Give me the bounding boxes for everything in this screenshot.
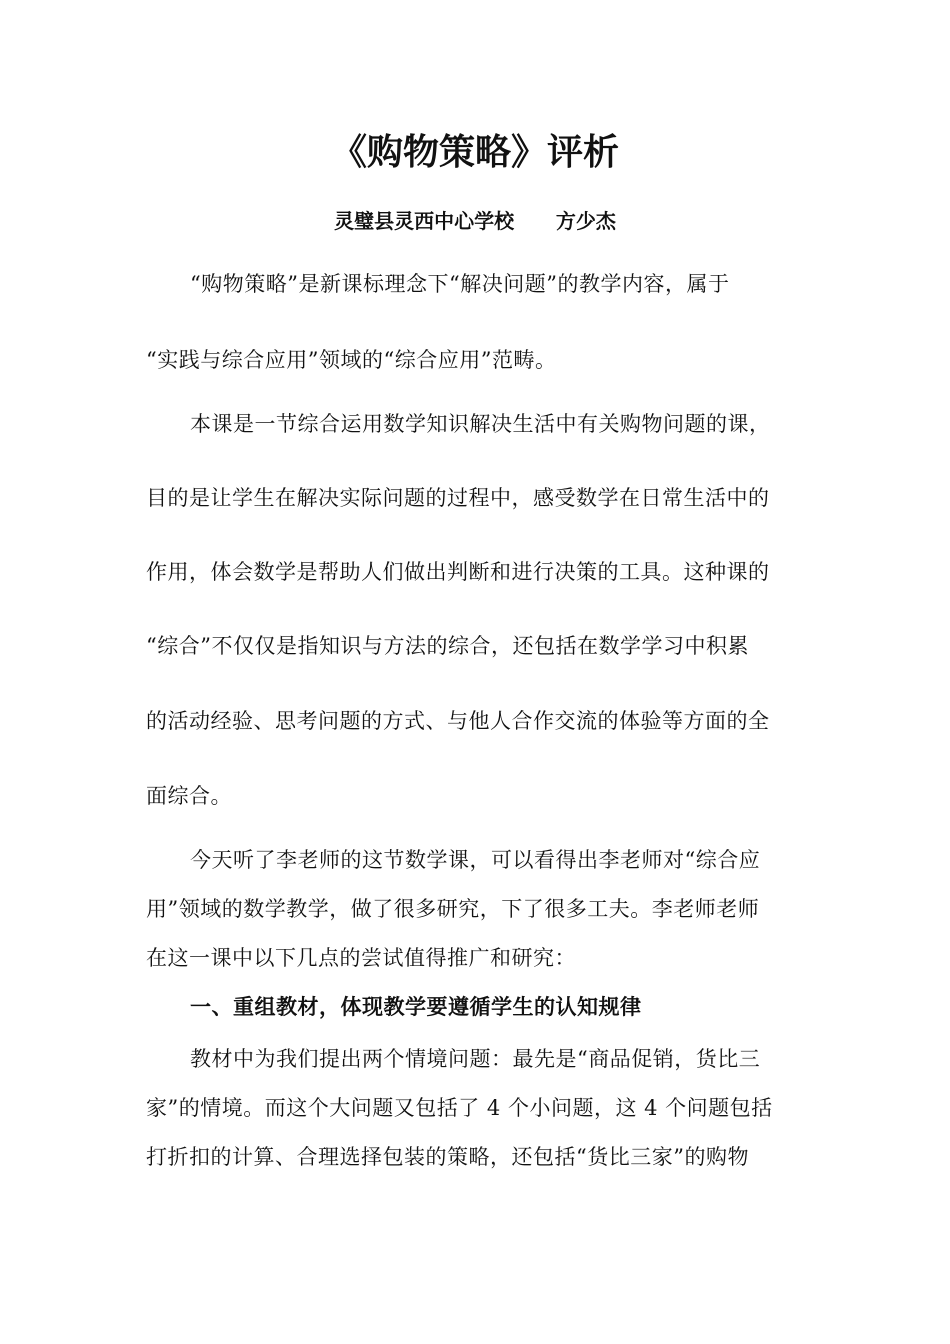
paragraph-line: “综合”不仅仅是指知识与方法的综合，还包括在数学学习中积累 bbox=[146, 634, 749, 658]
author-byline: 灵璧县灵西中心学校 方少杰 bbox=[334, 209, 616, 233]
paragraph-line: 本课是一节综合运用数学知识解决生活中有关购物问题的课， bbox=[190, 412, 771, 436]
paragraph-line: 面综合。 bbox=[146, 784, 232, 808]
paragraph-line: “实践与综合应用”领域的“综合应用”范畴。 bbox=[146, 348, 557, 372]
paragraph-line: 家”的情境。而这个大问题又包括了 4 个小问题，这 4 个问题包括 bbox=[146, 1096, 773, 1120]
paragraph-line: 在这一课中以下几点的尝试值得推广和研究： bbox=[146, 946, 576, 970]
paragraph-line: “购物策略”是新课标理念下“解决问题”的教学内容，属于 bbox=[190, 272, 730, 296]
paragraph-line: 用”领域的数学教学，做了很多研究，下了很多工夫。李老师老师 bbox=[146, 897, 760, 921]
paragraph-line: 目的是让学生在解决实际问题的过程中，感受数学在日常生活中的 bbox=[146, 486, 770, 510]
paragraph-line: 作用，体会数学是帮助人们做出判断和进行决策的工具。这种课的 bbox=[146, 560, 770, 584]
paragraph-line: 打折扣的计算、合理选择包装的策略，还包括“货比三家”的购物 bbox=[146, 1145, 749, 1169]
document-title: 《购物策略》评析 bbox=[330, 132, 619, 173]
paragraph-line: 的活动经验、思考问题的方式、与他人合作交流的体验等方面的全 bbox=[146, 709, 770, 733]
paragraph-line: 教材中为我们提出两个情境问题：最先是“商品促销，货比三 bbox=[190, 1047, 761, 1071]
paragraph-line: 今天听了李老师的这节数学课，可以看得出李老师对“综合应 bbox=[190, 848, 761, 872]
section-heading: 一、重组教材，体现教学要遵循学生的认知规律 bbox=[190, 995, 642, 1019]
